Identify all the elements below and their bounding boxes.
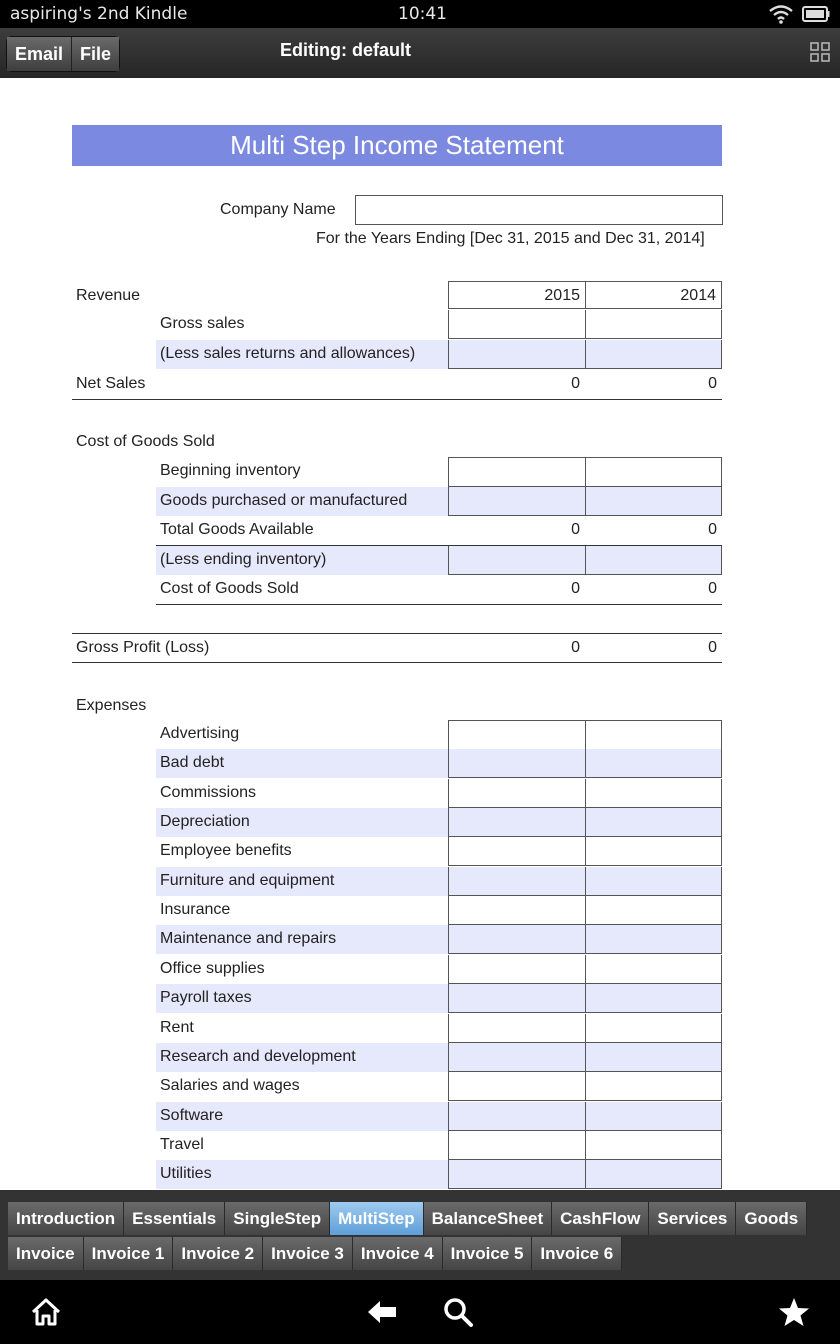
expense-row — [156, 779, 722, 808]
grid-view-icon[interactable] — [810, 42, 830, 62]
home-icon[interactable] — [30, 1296, 62, 1328]
expense-label: Software — [160, 1107, 224, 1124]
gross-profit-2015: 0 — [571, 639, 580, 656]
value-cell-2015[interactable] — [448, 457, 586, 487]
total-goods-label: Total Goods Available — [160, 521, 314, 538]
divider — [156, 604, 722, 605]
net-sales-2014: 0 — [708, 375, 717, 392]
value-cell-2015[interactable] — [448, 1043, 586, 1072]
expense-row — [156, 1072, 722, 1101]
expense-label: Salaries and wages — [160, 1077, 300, 1094]
sheet-tab-invoice-5[interactable]: Invoice 5 — [443, 1237, 533, 1270]
sheet-title: Multi Step Income Statement — [72, 125, 722, 166]
expense-label: Utilities — [160, 1165, 212, 1182]
value-cell-2014[interactable] — [585, 720, 722, 750]
expenses-heading: Expenses — [76, 697, 147, 714]
value-cell-2014[interactable] — [585, 837, 722, 866]
value-cell-2015[interactable] — [448, 1102, 586, 1131]
expense-row — [156, 1043, 722, 1072]
sheet-tab-row — [8, 1237, 622, 1270]
cogs-row — [156, 546, 722, 575]
expense-row — [156, 720, 722, 749]
value-cell-2014[interactable] — [585, 896, 722, 925]
value-cell-2014[interactable] — [585, 487, 722, 516]
value-cell-2015[interactable] — [448, 749, 586, 778]
expense-label: Research and development — [160, 1048, 356, 1065]
value-cell-2015[interactable] — [448, 310, 586, 339]
value-cell-2015[interactable] — [448, 340, 586, 369]
value-cell-2014[interactable] — [585, 1160, 722, 1189]
period-text: For the Years Ending [Dec 31, 2015 and Dec 31, 2014] — [316, 230, 705, 247]
value-cell-2015[interactable] — [448, 837, 586, 866]
sheet-tab-essentials[interactable]: Essentials — [124, 1202, 225, 1235]
row-label: Goods purchased or manufactured — [160, 492, 408, 509]
row-label: (Less ending inventory) — [160, 551, 327, 568]
cogs-row — [156, 487, 722, 516]
star-icon[interactable] — [778, 1296, 810, 1328]
expense-label: Maintenance and repairs — [160, 930, 337, 947]
expense-label: Advertising — [160, 725, 240, 742]
cogs-2015: 0 — [571, 580, 580, 597]
net-sales-label: Net Sales — [76, 375, 146, 392]
value-cell-2014[interactable] — [585, 749, 722, 778]
cogs-2014: 0 — [708, 580, 717, 597]
spreadsheet-document — [0, 78, 840, 1190]
expense-row — [156, 955, 722, 984]
sheet-tab-bar — [0, 1190, 840, 1280]
sheet-tab-row — [8, 1202, 807, 1235]
expense-row — [156, 808, 722, 837]
value-cell-2015[interactable] — [448, 925, 586, 954]
expense-label: Furniture and equipment — [160, 872, 335, 889]
value-cell-2014[interactable] — [585, 457, 722, 487]
value-cell-2014[interactable] — [585, 1014, 722, 1043]
value-cell-2015[interactable] — [448, 1160, 586, 1189]
app-toolbar — [0, 28, 840, 78]
value-cell-2014[interactable] — [585, 925, 722, 954]
total-goods-row — [156, 516, 722, 545]
value-cell-2014[interactable] — [585, 779, 722, 808]
value-cell-2015[interactable] — [448, 1072, 586, 1101]
battery-icon — [802, 5, 830, 23]
value-cell-2014[interactable] — [585, 310, 722, 339]
value-cell-2015[interactable] — [448, 896, 586, 925]
value-cell-2014[interactable] — [585, 1102, 722, 1131]
expense-label: Travel — [160, 1136, 204, 1153]
row-label: Gross sales — [160, 315, 245, 332]
wifi-icon — [768, 4, 794, 24]
cogs-total-row — [156, 575, 722, 604]
sheet-tab-singlestep[interactable]: SingleStep — [225, 1202, 330, 1235]
editing-status: Editing: default — [280, 40, 411, 60]
sheet-tab-cashflow[interactable]: CashFlow — [552, 1202, 649, 1235]
revenue-row — [156, 340, 722, 369]
expense-row — [156, 867, 722, 896]
value-cell-2014[interactable] — [585, 340, 722, 369]
expense-row — [156, 837, 722, 866]
expense-row — [156, 896, 722, 925]
value-cell-2014[interactable] — [585, 1043, 722, 1072]
sheet-tab-balancesheet[interactable]: BalanceSheet — [424, 1202, 553, 1235]
clock: 10:41 — [398, 4, 447, 24]
expense-row — [156, 1160, 722, 1189]
value-cell-2015[interactable] — [448, 1131, 586, 1160]
year-header-2014: 2014 — [585, 281, 722, 309]
expense-row — [156, 1131, 722, 1160]
divider — [72, 399, 722, 400]
company-name-field[interactable] — [355, 195, 723, 225]
cogs-heading: Cost of Goods Sold — [76, 433, 215, 450]
expense-label: Employee benefits — [160, 842, 292, 859]
gross-profit-label: Gross Profit (Loss) — [76, 639, 210, 656]
value-cell-2015[interactable] — [448, 867, 586, 896]
revenue-row — [156, 310, 722, 339]
sheet-tab-services[interactable]: Services — [649, 1202, 736, 1235]
divider — [72, 662, 722, 663]
system-nav-bar — [0, 1280, 840, 1344]
sheet-tab-invoice-6[interactable]: Invoice 6 — [532, 1237, 622, 1270]
sheet-tab-invoice-3[interactable]: Invoice 3 — [263, 1237, 353, 1270]
value-cell-2015[interactable] — [448, 808, 586, 837]
expense-row — [156, 1014, 722, 1043]
value-cell-2014[interactable] — [585, 867, 722, 896]
sheet-tab-multistep[interactable]: MultiStep — [330, 1202, 424, 1235]
cogs-row — [156, 457, 722, 486]
file-button[interactable]: File — [72, 37, 119, 71]
total-goods-2015: 0 — [571, 521, 580, 538]
value-cell-2014[interactable] — [585, 808, 722, 837]
expense-row — [156, 749, 722, 778]
revenue-heading: Revenue — [76, 287, 141, 304]
sheet-tab-introduction[interactable]: Introduction — [8, 1202, 124, 1235]
expense-label: Bad debt — [160, 754, 225, 771]
device-name: aspiring's 2nd Kindle — [10, 4, 188, 24]
back-arrow-icon[interactable] — [366, 1296, 398, 1328]
expense-row — [156, 925, 722, 954]
company-name-label: Company Name — [220, 201, 336, 218]
value-cell-2015[interactable] — [448, 1014, 586, 1043]
search-icon[interactable] — [442, 1296, 474, 1328]
toolbar-button-group — [6, 36, 120, 72]
value-cell-2014[interactable] — [585, 984, 722, 1013]
value-cell-2014[interactable] — [585, 1072, 722, 1101]
expense-row — [156, 1102, 722, 1131]
row-label: Beginning inventory — [160, 462, 301, 479]
value-cell-2015[interactable] — [448, 487, 586, 516]
value-cell-2015[interactable] — [448, 955, 586, 984]
status-bar — [0, 0, 840, 28]
expense-label: Depreciation — [160, 813, 250, 830]
value-cell-2014[interactable] — [585, 1131, 722, 1160]
sheet-tab-invoice-4[interactable]: Invoice 4 — [353, 1237, 443, 1270]
sheet-tab-invoice-2[interactable]: Invoice 2 — [173, 1237, 263, 1270]
expense-row — [156, 984, 722, 1013]
value-cell-2015[interactable] — [448, 720, 586, 750]
net-sales-2015: 0 — [571, 375, 580, 392]
expense-label: Rent — [160, 1019, 194, 1036]
cogs-total-label: Cost of Goods Sold — [160, 580, 299, 597]
expense-label: Office supplies — [160, 960, 265, 977]
sheet-tab-invoice-1[interactable]: Invoice 1 — [84, 1237, 174, 1270]
sheet-tab-invoice[interactable]: Invoice — [8, 1237, 84, 1270]
expense-label: Insurance — [160, 901, 231, 918]
email-button[interactable]: Email — [7, 37, 72, 71]
gross-profit-2014: 0 — [708, 639, 717, 656]
value-cell-2015[interactable] — [448, 779, 586, 808]
value-cell-2014[interactable] — [585, 955, 722, 984]
value-cell-2015[interactable] — [448, 546, 586, 575]
divider — [72, 633, 722, 634]
total-goods-2014: 0 — [708, 521, 717, 538]
sheet-tab-goods[interactable]: Goods — [736, 1202, 807, 1235]
year-header-2015: 2015 — [448, 281, 586, 309]
expense-label: Payroll taxes — [160, 989, 252, 1006]
expense-label: Commissions — [160, 784, 257, 801]
value-cell-2014[interactable] — [585, 546, 722, 575]
row-label: (Less sales returns and allowances) — [160, 345, 416, 362]
value-cell-2015[interactable] — [448, 984, 586, 1013]
